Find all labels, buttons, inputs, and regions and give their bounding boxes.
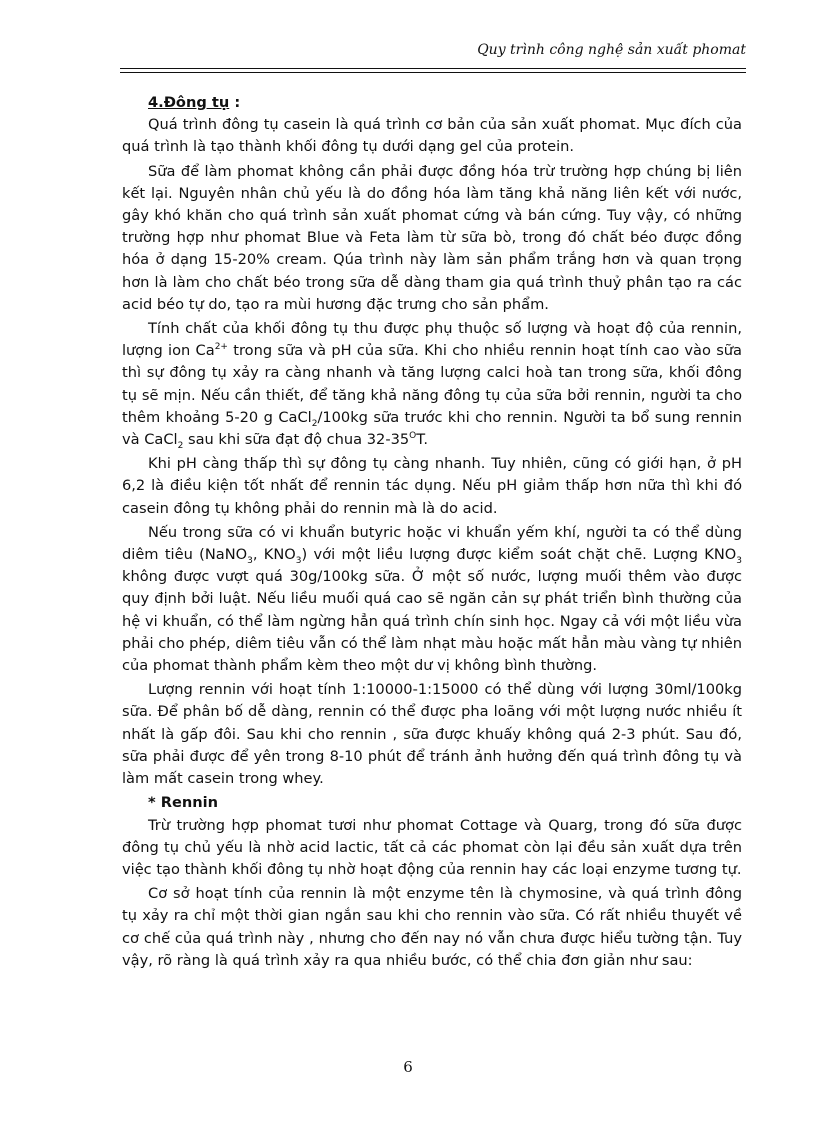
p5-sub-3: 3 [736,555,742,566]
paragraph-1: Quá trình đông tụ casein là quá trình cơ bản của sản xuất phomat. Mục đích của quá trình là tạo thành khối đông tụ dưới dạng gel của protein. [122,116,742,156]
section-heading-label: 4.Đông tụ [148,94,230,111]
paragraph-4: Khi pH càng thấp thì sự đông tụ càng nhanh. Tuy nhiên, cũng có giới hạn, ở pH 6,2 là điều kiện tốt nhất để rennin tác dụng. Nếu pH giảm thấp hơn nữa thì khi đó casein đông tụ không phải do rennin mà là do acid. [122,455,742,517]
p5-text-b: , KNO [252,546,296,564]
page-number: 6 [403,1058,413,1076]
p3-text-c: /100kg sữa trước khi cho rennin. Người ta bổ sung rennin và CaCl [122,408,742,449]
p3-sup-charge: 2+ [214,342,228,353]
paragraph-8: Cơ sở hoạt tính của rennin là một enzyme tên là chymosine, và quá trình đông tụ xảy ra chỉ một thời gian ngắn sau khi cho rennin vào sữa. Có rất nhiều thuyết về cơ chế của quá trình này , nhưng cho đến nay nó vẫn chưa được hiểu tường tận. Tuy vậy, rõ ràng là quá trình xảy ra qua nhiều bước, có thể chia đơn giản như sau: [122,885,742,969]
p5-sub-1: 3 [247,555,253,566]
p5-sub-2: 3 [295,555,302,566]
header-rule [120,68,746,73]
p5-text-c: ) với một liều lượng được kiểm soát chặt chẽ. Lượng KNO [301,546,737,564]
paragraph-3 [122,318,742,451]
p5-text-a: Nếu trong sữa có vi khuẩn butyric hoặc vi khuẩn yếm khí, người ta có thể dùng diêm tiêu (NaNO [122,523,742,564]
paragraph-2: Sữa để làm phomat không cần phải được đồng hóa trừ trường hợp chúng bị liên kết lại. Nguyên nhân chủ yếu là do đồng hóa làm tăng khả năng liên kết với nước, gây khó khăn cho quá trình sản xuất phomat cứng và bán cứng. Tuy vậy, có những trường hợp như phomat Blue và Feta làm từ sữa bò, trong đó chất béo được đồng hóa ở dạng 15-20% cream. Qúa trình này làm sản phẩm trắng hơn và quan trọng hơn là làm cho chất béo trong sữa dễ dàng tham gia quá trình thuỷ phân tạo ra các acid béo tự do, tạo ra mùi hương đặc trưng cho sản phẩm. [122,162,742,313]
paragraph-6: Lượng rennin với hoạt tính 1:10000-1:15000 có thể dùng với lượng 30ml/100kg sữa. Để phân bố dễ dàng, rennin có thể được pha loãng với một lượng nước nhiều ít nhất là gấp đôi. Sau khi cho rennin , sữa được khuấy không quá 2-3 phút. Sau đó, sữa phải được để yên trong 8-10 phút để tránh ảnh hưởng đến quá trình đông tụ và làm mất casein trong whey. [122,681,742,788]
p3-sub-2: 2 [177,440,184,451]
paragraph-5 [122,522,742,677]
p5-text-d: không được vượt quá 30g/100kg sữa. Ở một số nước, lượng muối thêm vào được quy định bởi luật. Nếu liều muối quá cao sẽ ngăn cản sự phát triển bình thường của hệ vi khuẩn, có thể làm ngừng hẳn quá trình chín sinh học. Ngay cả với một liều vừa phải cho phép, diêm tiêu vẫn có thể làm nhạt màu hoặc mất hẳn màu vàng tự nhiên của phomat thành phẩm kèm theo một dư vị không bình thường. [122,568,742,675]
section-heading-colon: : [229,94,241,111]
section-heading [122,92,742,114]
rennin-heading: * Rennin [148,794,219,812]
p3-text-e: T. [416,431,429,449]
p3-sub-1: 2 [311,418,318,429]
p3-text-a: Tính chất của khối đông tụ thu được phụ thuộc số lượng và hoạt độ của rennin, lượng ion Ca [122,320,742,360]
p3-text-d: sau khi sữa đạt độ chua 32-35 [183,431,410,449]
paragraph-7: Trừ trường hợp phomat tươi như phomat Cottage và Quarg, trong đó sữa được đông tụ chủ yếu là nhờ acid lactic, tất cả các phomat còn lại đều sản xuất dựa trên việc tạo thành khối đông tụ nhờ hoạt động của rennin hay các loại enzyme tương tự. [122,816,742,878]
p3-text-b: trong sữa và pH của sữa. Khi cho nhiều rennin hoạt tính cao vào sữa thì sự đông tụ xảy ra càng nhanh và tăng lượng calci hoà tan trong sữa, khối đông tụ sẽ mịn. Nếu cần thiết, để tăng khả năng đông tụ của sữa bởi rennin, người ta cho thêm khoảng 5-20 g CaCl [122,342,742,426]
running-header: Quy trình công nghệ sản xuất phomat [477,42,746,58]
body-text [122,92,742,974]
p3-sup-degree: O [409,431,417,442]
